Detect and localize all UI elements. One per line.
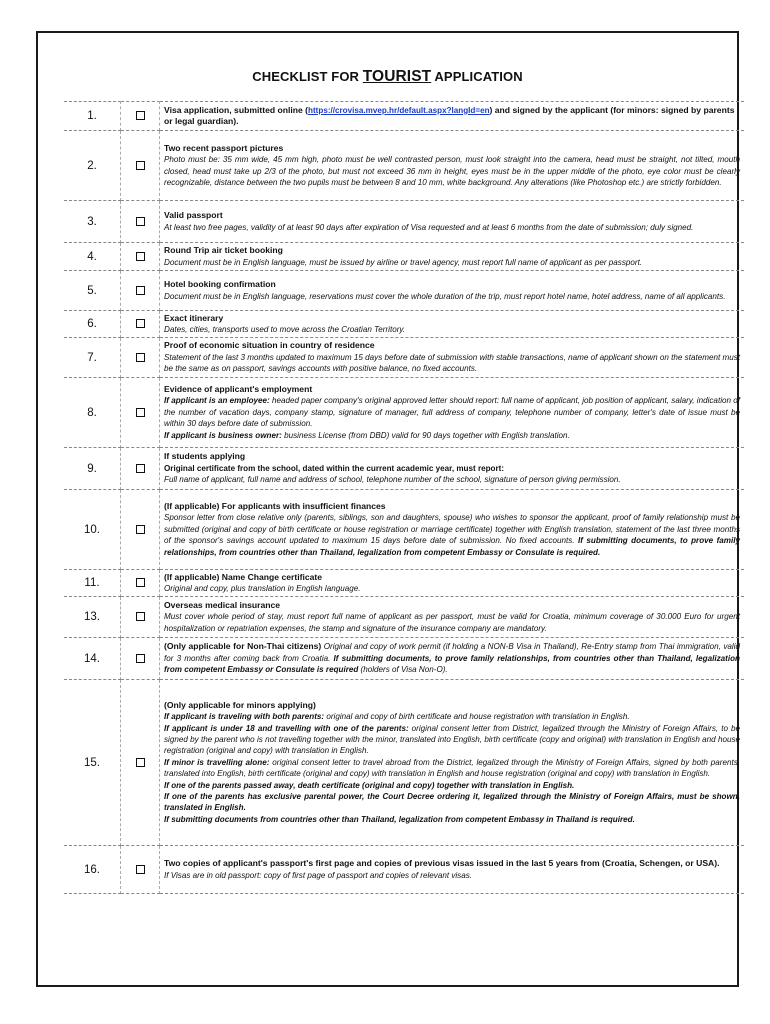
item-number: 13. [64, 597, 121, 638]
item-number: 6. [64, 311, 121, 338]
item-number: 2. [64, 131, 121, 201]
checklist-row: 8. Evidence of applicant's employment If applicant is an employee: headed paper company's original approved letter should report: full name of applicant, job position of applicant, salary, indication of the number of vacation days, company stamp, signature of manager, full address of company, telephone number of company, letter's date of issue must be within 30 days before date of submission. If applicant is business owner: business License (from DBD) valid for 90 days together with English translation. [64, 378, 744, 448]
checkbox[interactable] [136, 865, 145, 874]
checkbox[interactable] [136, 319, 145, 328]
item-number: 16. [64, 846, 121, 894]
checklist-row: 9. If students applying Original certificate from the school, dated within the current academic year, must report: Full name of applicant, full name and address of school, telephone number of the school, signature of person giving permission. [64, 448, 744, 490]
checkbox[interactable] [136, 525, 145, 534]
checklist-table [64, 101, 744, 894]
checklist-row: 14. (Only applicable for Non-Thai citizens) Original and copy of work permit (if holding a NON-B Visa in Thailand), Re-Entry stamp from Thai immigration, valid for 3 months after coming back from Croatia. If submitting documents, to prove family relationships, from countries other than Thailand, legalization from competent Embassy or Consulate is required (holders of Visa Non-O). [64, 638, 744, 680]
checklist-row: 11. (If applicable) Name Change certificate Original and copy, plus translation in English language. [64, 570, 744, 597]
checklist-row: 2. Two recent passport pictures Photo must be: 35 mm wide, 45 mm high, photo must be well contrasted person, must look straight into the camera, head must be straight, not tilted, mouth closed, head must take up 2/3 of the photo, but must not exceed 36 mm in height, eyes must be in the upper middle of the photo, eye color must be clearly recognizable, distance between the two pupils must be between 8 and 10 mm, white background. Any alterations (like Photoshop etc.) are strictly forbidden. [64, 131, 744, 201]
item-number: 14. [64, 638, 121, 680]
checklist-row: 13. Overseas medical insurance Must cover whole period of stay, must report full name of applicant as per passport, must be valid for Croatia, minimum coverage of 30.000 Euro for urgent hospitalization or repatriation expenses, the stamp and signature of the insurance company are mandatory. [64, 597, 744, 638]
item-number: 3. [64, 201, 121, 243]
checklist-row: 7. Proof of economic situation in country of residence Statement of the last 3 months updated to maximum 15 days before date of submission with stable transactions, name of applicant shown on the statement must be the same as on passport, savings accounts with positive balance, no fixed accounts. [64, 338, 744, 378]
item-number: 15. [64, 680, 121, 846]
item-number: 7. [64, 338, 121, 378]
item-number: 5. [64, 271, 121, 311]
checkbox[interactable] [136, 464, 145, 473]
checklist-row: 4. Round Trip air ticket booking Document must be in English language, must be issued by airline or travel agency, must report full name of applicant as per passport. [64, 243, 744, 271]
checkbox[interactable] [136, 286, 145, 295]
item-number: 9. [64, 448, 121, 490]
item-number: 11. [64, 570, 121, 597]
checkbox[interactable] [136, 217, 145, 226]
checkbox[interactable] [136, 578, 145, 587]
checkbox[interactable] [136, 654, 145, 663]
checklist-row: 6. Exact itinerary Dates, cities, transports used to move across the Croatian Territory. [64, 311, 744, 338]
checkbox[interactable] [136, 612, 145, 621]
checklist-row: 15. (Only applicable for minors applying) If applicant is traveling with both parents: original and copy of birth certificate and house registration with translation in English. If applicant is under 18 and travelling with one of the parents: original consent letter from District, legalized through the Ministry of Foreign Affairs, to be signed by the parent who is not travelling together with the minor, translated into English, birth certificate (copy and original) with translation in English and house registration (original and copy) with translation in English. If minor is travelling alone: original consent letter to travel abroad from the District, legalized through the Ministry of Foreign Affairs, signed by both parents, translated into English, birth certificate (original and copy) with translation in English and house registration (original and copy) with translation in English. If one of the parents passed away, death certificate (original and copy) together with translation in English. If one of the parents has exclusive parental power, the Court Decree ordering it, legalized through the Ministry of Foreign Affairs, must be shown, translated in English. If submitting documents from countries other than Thailand, legalization from competent Embassy in Thailand is required. [64, 680, 744, 846]
item-number: 8. [64, 378, 121, 448]
checkbox[interactable] [136, 252, 145, 261]
checklist-row: 1. Visa application, submitted online (https://crovisa.mvep.hr/default.aspx?langId=en) and signed by the applicant (for minors: signed by parents or legal guardian). [64, 102, 744, 131]
checklist-row: 5. Hotel booking confirmation Document must be in English language, reservations must cover the whole duration of the trip, must report hotel name, hotel address, name of all applicants. [64, 271, 744, 311]
checklist-row: 3. Valid passport At least two free pages, validity of at least 90 days after expiration of Visa requested and at least 6 months from the date of submission; duly signed. [64, 201, 744, 243]
document-page [36, 31, 739, 987]
crovisa-link[interactable]: https://crovisa.mvep.hr/default.aspx?langId=en [308, 105, 490, 115]
checkbox[interactable] [136, 353, 145, 362]
item-number: 1. [64, 102, 121, 131]
checklist-row: 16. Two copies of applicant's passport's first page and copies of previous visas issued in the last 5 years from (Croatia, Schengen, or USA). If Visas are in old passport: copy of first page of passport and copies of relevant visas. [64, 846, 744, 894]
checkbox[interactable] [136, 408, 145, 417]
checkbox[interactable] [136, 161, 145, 170]
checkbox[interactable] [136, 758, 145, 767]
item-number: 10. [64, 490, 121, 570]
checklist-row: 10. (If applicable) For applicants with insufficient finances Sponsor letter from close relative only (parents, siblings, son and daughters, spouse) who wishes to sponsor the applicant, proof of family relationship must be submitted (original and copy of birth certificate or house registration or marriage certificate) together with English translation, statement of the last three months of the sponsor's savings account updated to maximum 15 days before date of submission. No fixed accounts. If submitting documents, to prove family relationships, from countries other than Thailand, legalization from competent Embassy or Consulate is required. [64, 490, 744, 570]
checkbox[interactable] [136, 111, 145, 120]
item-number: 4. [64, 243, 121, 271]
page-title: CHECKLIST FOR TOURIST APPLICATION [252, 68, 523, 85]
